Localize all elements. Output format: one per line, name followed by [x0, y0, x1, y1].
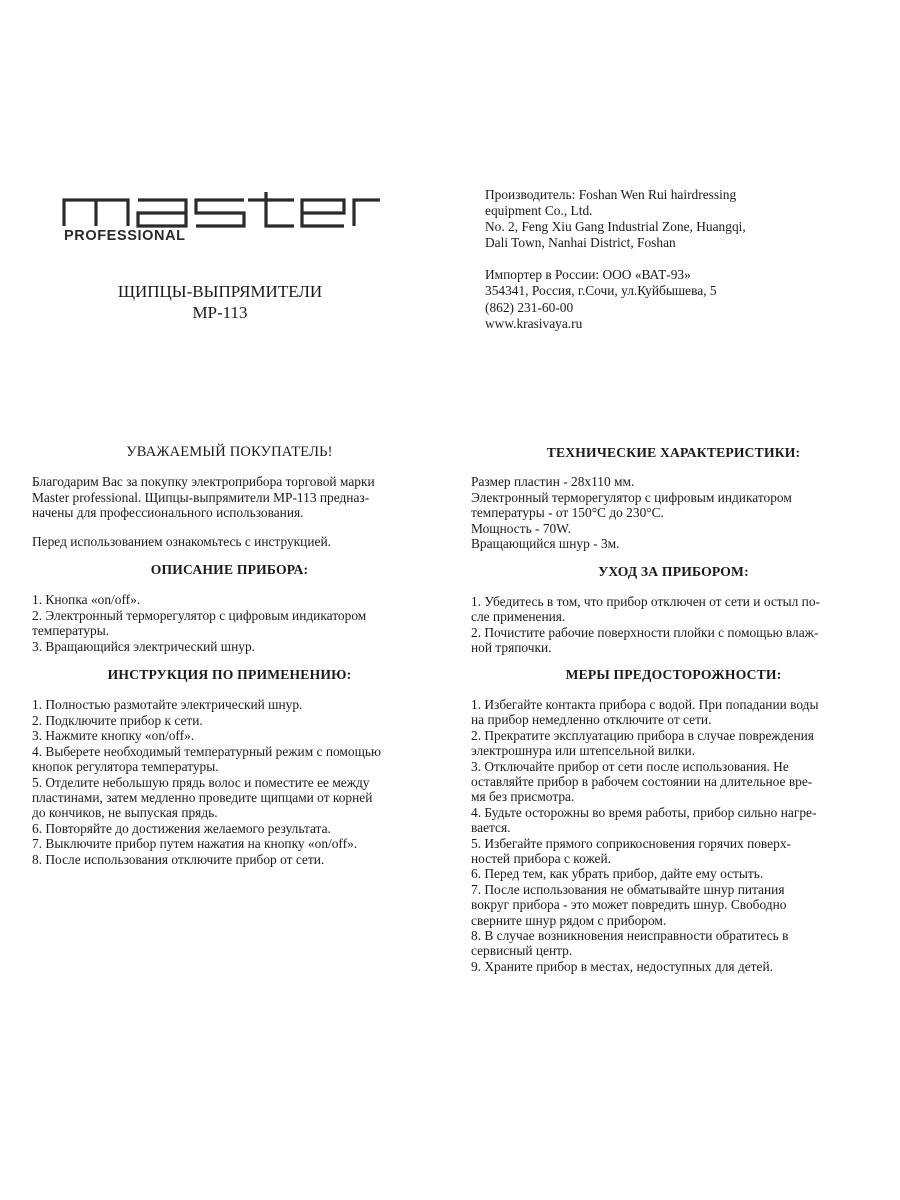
list-item: 2. Прекратите эксплуатацию прибора в случае повреждения — [471, 727, 814, 743]
precautions-heading: МЕРЫ ПРЕДОСТОРОЖНОСТИ: — [565, 667, 782, 683]
description-list — [32, 592, 427, 654]
list-item: температуры. — [32, 623, 110, 639]
list-item: оставляйте прибор в рабочем состоянии на длительное вре- — [471, 773, 813, 789]
manufacturer-line: No. 2, Feng Xiu Gang Industrial Zone, Huangqi, — [485, 219, 746, 235]
product-title — [60, 281, 380, 323]
text-line: Благодарим Вас за покупку электроприбора торговой марки — [32, 474, 375, 490]
right-column — [471, 445, 876, 974]
list-item: 5. Избегайте прямого соприкосновения горячих поверх- — [471, 835, 791, 851]
list-item: сле применения. — [471, 609, 566, 625]
list-item: сервисный центр. — [471, 943, 573, 959]
importer-phone: (862) 231-60-00 — [485, 299, 574, 315]
list-item: 8. В случае возникновения неисправности обратитесь в — [471, 927, 789, 943]
list-item: 7. Выключите прибор путем нажатия на кнопку «on/off». — [32, 836, 358, 852]
spec-line: Размер пластин - 28x110 мм. — [471, 474, 635, 490]
list-item: мя без присмотра. — [471, 789, 575, 805]
spec-line: Вращающийся шнур - 3м. — [471, 536, 620, 552]
text-line: Master professional. Щипцы-выпрямители MP-113 предназ- — [32, 489, 370, 505]
left-column — [32, 445, 427, 867]
manufacturer-line: Dali Town, Nanhai District, Foshan — [485, 235, 676, 251]
instructions-heading: ИНСТРУКЦИЯ ПО ПРИМЕНЕНИЮ: — [107, 667, 352, 683]
list-item: 1. Убедитесь в том, что прибор отключен от сети и остыл по- — [471, 593, 820, 609]
list-item: 3. Отключайте прибор от сети после использования. Не — [471, 758, 789, 774]
manufacturer-line: Производитель: Foshan Wen Rui hairdressing — [485, 187, 737, 202]
list-item: 3. Нажмите кнопку «on/off». — [32, 728, 195, 744]
list-item: пластинами, затем медленно проведите щипцами от корней — [32, 789, 373, 805]
brand-logo — [62, 188, 382, 248]
text-line: начены для профессионального использования. — [32, 505, 304, 521]
list-item: 4. Будьте осторожны во время работы, прибор сильно нагре- — [471, 804, 817, 820]
brand-subtitle: PROFESSIONAL — [64, 228, 186, 244]
care-list — [471, 594, 876, 656]
spec-line: температуры - от 150°С до 230°С. — [471, 505, 664, 521]
list-item: вается. — [471, 820, 511, 836]
precautions-list — [471, 697, 876, 974]
list-item: 1. Избегайте контакта прибора с водой. При попадании воды — [471, 696, 819, 712]
list-item: 9. Храните прибор в местах, недоступных для детей. — [471, 958, 773, 974]
manufacturer-info — [485, 187, 845, 332]
importer-website: www.krasivaya.ru — [485, 315, 583, 331]
greeting-heading: УВАЖАЕМЫЙ ПОКУПАТЕЛЬ! — [126, 444, 333, 460]
description-heading: ОПИСАНИЕ ПРИБОРА: — [150, 562, 309, 578]
list-item: 1. Полностью размотайте электрический шнур. — [32, 697, 303, 713]
product-name: ЩИПЦЫ-ВЫПРЯМИТЕЛИ — [117, 282, 323, 301]
master-wordmark — [62, 188, 382, 230]
importer-line: Импортер в России: ООО «ВАТ-93» — [485, 267, 691, 283]
list-item: сверните шнур рядом с прибором. — [471, 912, 667, 928]
spec-line: Мощность - 70W. — [471, 520, 571, 536]
instructions-list — [32, 697, 427, 866]
specs-list — [471, 474, 876, 551]
list-item: электрошнура или штепсельной вилки. — [471, 743, 696, 759]
care-heading: УХОД ЗА ПРИБОРОМ: — [598, 564, 749, 580]
list-item: 2. Электронный терморегулятор с цифровым индикатором — [32, 607, 367, 623]
specs-heading: ТЕХНИЧЕСКИЕ ХАРАКТЕРИСТИКИ: — [546, 445, 801, 460]
list-item: 2. Подключите прибор к сети. — [32, 712, 203, 728]
list-item: ной тряпочки. — [471, 640, 552, 656]
list-item: 4. Выберете необходимый температурный режим с помощью — [32, 743, 382, 759]
list-item: 6. Перед тем, как убрать прибор, дайте ему остыть. — [471, 866, 764, 882]
list-item: кнопок регулятора температуры. — [32, 759, 219, 775]
list-item: вокруг прибора - это может повредить шнур. Свободно — [471, 897, 787, 913]
list-item: 3. Вращающийся электрический шнур. — [32, 638, 256, 654]
list-item: 7. После использования не обматывайте шнур питания — [471, 881, 785, 897]
list-item: 8. После использования отключите прибор от сети. — [32, 851, 325, 867]
read-instructions-note: Перед использованием ознакомьтесь с инструкцией. — [32, 533, 331, 549]
list-item: 2. Почистите рабочие поверхности плойки с помощью влаж- — [471, 624, 819, 640]
list-item: 6. Повторяйте до достижения желаемого результата. — [32, 820, 331, 836]
manufacturer-line: equipment Co., Ltd. — [485, 203, 593, 219]
list-item: 1. Кнопка «on/off». — [32, 592, 141, 608]
thanks-paragraph — [32, 474, 427, 520]
list-item: ностей прибора с кожей. — [471, 850, 611, 866]
list-item: до кончиков, не выпуская прядь. — [32, 805, 218, 821]
importer-line: 354341, Россия, г.Сочи, ул.Куйбышева, 5 — [485, 283, 717, 299]
list-item: на прибор немедленно отключите от сети. — [471, 712, 712, 728]
product-model: MP-113 — [192, 303, 248, 322]
list-item: 5. Отделите небольшую прядь волос и поместите ее между — [32, 774, 370, 790]
spec-line: Электронный терморегулятор с цифровым индикатором — [471, 489, 792, 505]
